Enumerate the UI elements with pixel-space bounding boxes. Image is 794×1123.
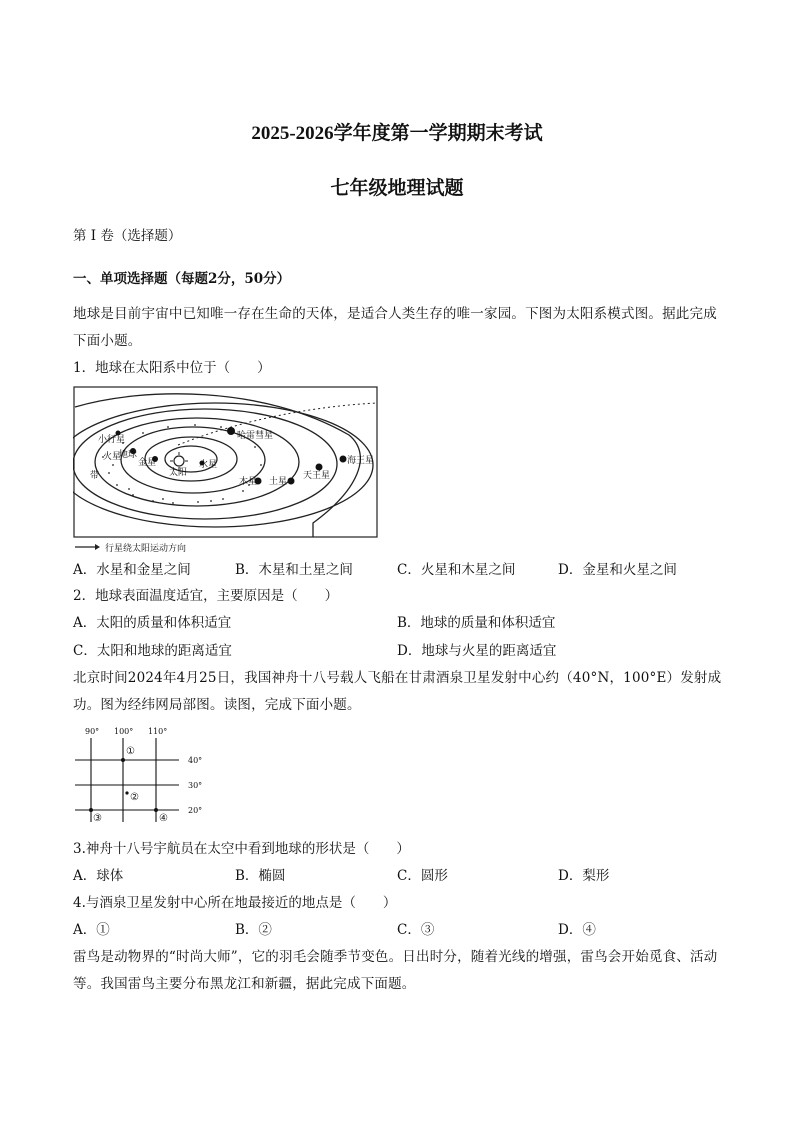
q4-option-a: A．① (73, 922, 110, 938)
label-saturn: 土星 (269, 477, 288, 487)
sun-icon (174, 456, 184, 466)
question-2-stem: 2．地球表面温度适宜，主要原因是（ ） (73, 588, 339, 604)
page-subtitle: 七年级地理试题 (330, 178, 464, 199)
q2-option-c: C．太阳和地球的距离适宜 (73, 643, 232, 659)
intro-paragraph-1: 地球是目前宇宙中已知唯一存在生命的天体，是适合人类生存的唯一家园。下图为太阳系模式图。据此完成下面小题。 (73, 306, 717, 349)
label-asteroid: 小行星 (98, 435, 126, 445)
intro-paragraph-3: 雷鸟是动物界的“时尚大师”，它的羽毛会随季节变色。日出时分，随着光线的增强，雷鸟会开始觅食、活动等。我国雷鸟主要分布黑龙江和新疆，据此完成下面题。 (73, 949, 718, 992)
page-title: 2025-2026学年度第一学期期末考试 (251, 123, 543, 144)
q2-option-a: A．太阳的质量和体积适宜 (73, 615, 232, 631)
label-jupiter: 木星 (239, 477, 258, 487)
q3-option-b: B．椭圆 (235, 868, 286, 884)
question-1-stem: 1．地球在太阳系中位于（ ） (73, 360, 271, 376)
q4-option-c: C．③ (397, 922, 435, 938)
lon-label-110: 110° (148, 727, 168, 736)
q3-option-a: A．球体 (73, 868, 124, 884)
label-sun: 太阳 (169, 468, 188, 478)
question-3-stem: 3.神舟十八号宇航员在太空中看到地球的形状是（ ） (73, 841, 410, 857)
label-belt: 带 (90, 471, 100, 481)
solar-system-figure (73, 385, 383, 557)
label-venus: 金星 (138, 458, 157, 468)
label-earth: 地球 (119, 450, 138, 460)
volume-label: 第 I 卷（选择题） (73, 228, 182, 244)
q3-option-c: C．圆形 (397, 868, 448, 884)
lat-label-40: 40° (188, 756, 203, 765)
label-mars: 火星 (103, 452, 122, 462)
q2-option-b: B．地球的质量和体积适宜 (397, 615, 556, 631)
q4-option-d: D．④ (558, 922, 596, 938)
lat-label-20: 20° (188, 806, 203, 815)
q1-option-c: C．火星和木星之间 (397, 562, 516, 578)
question-4-stem: 4.与酒泉卫星发射中心所在地最接近的地点是（ ） (73, 895, 397, 911)
label-neptune: 海王星 (347, 456, 375, 466)
figure-caption: 行星绕太阳运动方向 (105, 544, 187, 554)
section-heading: 一、单项选择题（每题2分，50分） (73, 271, 291, 287)
lat-label-30: 30° (188, 781, 203, 790)
point-2-label: ② (130, 792, 139, 803)
q3-option-d: D．梨形 (558, 868, 610, 884)
point-1-label: ① (126, 746, 135, 757)
q2-option-d: D．地球与火星的距离适宜 (397, 643, 557, 659)
q1-option-b: B．木星和土星之间 (235, 562, 353, 578)
label-mercury: 水星 (199, 460, 218, 470)
lat-lon-grid-figure (73, 722, 223, 826)
label-uranus: 天王星 (303, 471, 331, 481)
q1-option-d: D．金星和火星之间 (558, 562, 677, 578)
lon-label-100: 100° (114, 727, 134, 736)
point-3-label: ③ (93, 813, 102, 824)
q1-option-a: A．水星和金星之间 (73, 562, 191, 578)
lon-label-90: 90° (85, 727, 100, 736)
point-4-label: ④ (159, 813, 168, 824)
intro-paragraph-2: 北京时间2024年4月25日，我国神舟十八号载人飞船在甘肃酒泉卫星发射中心约（40°N，100°E）发射成功。图为经纬网局部图。读图，完成下面小题。 (73, 670, 722, 713)
q4-option-b: B．② (235, 922, 272, 938)
label-comet: 哈雷彗星 (237, 431, 274, 441)
